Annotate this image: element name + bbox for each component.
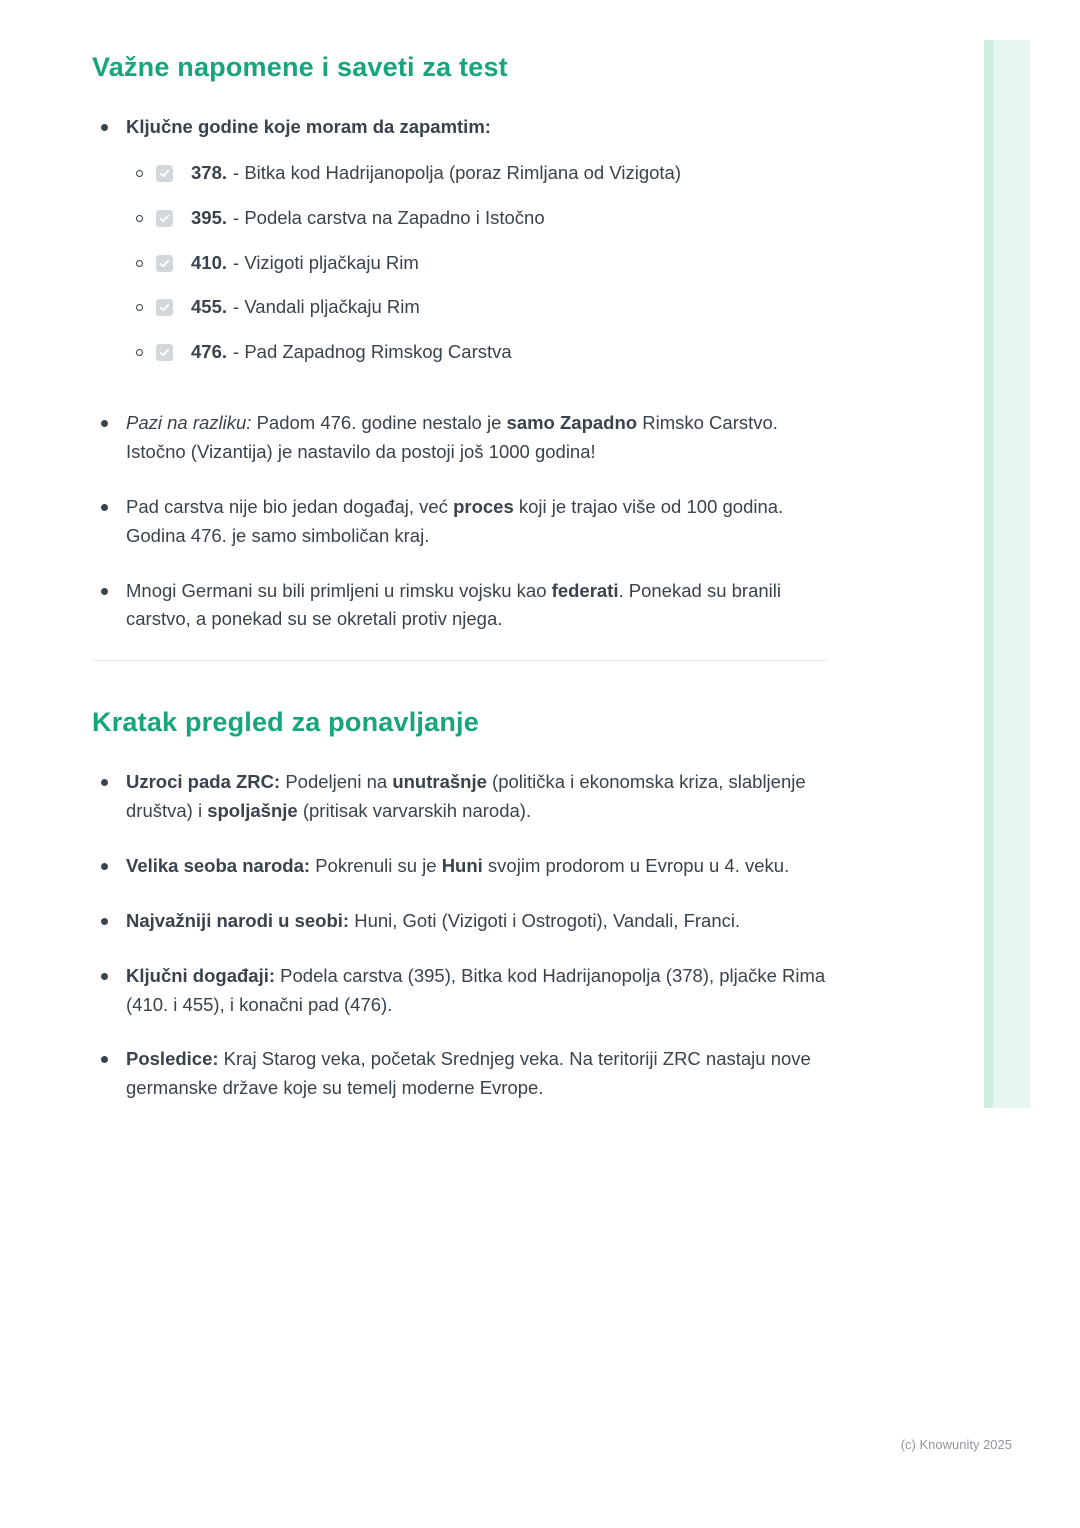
note-text: Pazi na razliku: Padom 476. godine nestalo je samo Zapadno Rimsko Carstvo. Istočno (Vizantija) je nastavilo da postoji još 1000 godina! [126,412,778,463]
year-text: 410. - Vizigoti pljačkaju Rim [191,251,419,273]
list-item-note-federati [92,577,828,635]
list-item-peoples [92,907,828,936]
section-title-review: Kratak pregled za ponavljanje [92,707,479,738]
review-text: Ključni događaji: Podela carstva (395), Bitka kod Hadrijanopolja (378), pljačke Rima (410. i 455), i konačni pad (476). [126,964,826,1015]
checkbox-checked-icon [156,299,173,316]
list-item-note-process [92,493,828,551]
check-icon [159,347,170,358]
list-item-key-years [92,113,828,383]
year-text: 395. - Podela carstva na Zapadno i Istočno [191,206,545,228]
year-item [126,338,828,367]
bullet-dot-icon [101,973,108,980]
checkbox-checked-icon [156,165,173,182]
year-item [126,204,828,233]
year-item [126,249,828,278]
circle-bullet-icon [136,349,143,356]
section-divider [92,660,828,661]
review-list [92,768,828,1103]
year-item [126,159,828,188]
key-years-list [126,159,828,367]
bullet-dot-icon [101,504,108,511]
year-text: 455. - Vandali pljačkaju Rim [191,296,420,318]
notes-list [92,113,828,634]
bullet-dot-icon [101,588,108,595]
list-item-consequences [92,1045,828,1103]
year-text: 378. - Bitka kod Hadrijanopolja (poraz Rimljana od Vizigota) [191,161,682,183]
circle-bullet-icon [136,304,143,311]
list-item-causes [92,768,828,826]
bullet-dot-icon [101,918,108,925]
check-icon [159,302,170,313]
bullet-dot-icon [101,779,108,786]
notes-content [92,52,828,1129]
review-text: Uzroci pada ZRC: Podeljeni na unutrašnje (politička i ekonomska kriza, slabljenje društva) i spoljašnje (pritisak varvarskih naroda). [126,771,806,822]
note-text: Pad carstva nije bio jedan događaj, već proces koji je trajao više od 100 godina. Godina 476. je samo simboličan kraj. [126,495,784,546]
check-icon [159,258,170,269]
bullet-dot-icon [101,863,108,870]
year-text: 476. - Pad Zapadnog Rimskog Carstva [191,341,512,363]
bullet-dot-icon [101,420,108,427]
checkbox-checked-icon [156,344,173,361]
check-icon [159,168,170,179]
circle-bullet-icon [136,260,143,267]
bullet-dot-icon [101,1056,108,1063]
note-text: Mnogi Germani su bili primljeni u rimsku vojsku kao federati. Ponekad su branili carstvo, a ponekad su se okretali protiv njega. [126,579,781,630]
review-text: Posledice: Kraj Starog veka, početak Srednjeg veka. Na teritoriji ZRC nastaju nove germanske države koje su temelj moderne Evrope. [126,1048,811,1099]
checkbox-checked-icon [156,255,173,272]
circle-bullet-icon [136,170,143,177]
list-item-note-difference [92,409,828,467]
review-text: Velika seoba naroda: Pokrenuli su je Huni svojim prodorom u Evropu u 4. veku. [126,855,790,877]
review-text: Najvažniji narodi u seobi: Huni, Goti (Vizigoti i Ostrogoti), Vandali, Franci. [126,909,741,931]
key-years-heading: Ključne godine koje moram da zapamtim: [126,116,491,137]
circle-bullet-icon [136,215,143,222]
copyright-text: (c) Knowunity 2025 [900,1437,1012,1452]
page-edge-decoration [984,40,1030,1108]
check-icon [159,213,170,224]
year-item [126,293,828,322]
bullet-dot-icon [101,124,108,131]
checkbox-checked-icon [156,210,173,227]
list-item-migration [92,852,828,881]
section-title-notes: Važne napomene i saveti za test [92,52,508,82]
list-item-key-events [92,962,828,1020]
